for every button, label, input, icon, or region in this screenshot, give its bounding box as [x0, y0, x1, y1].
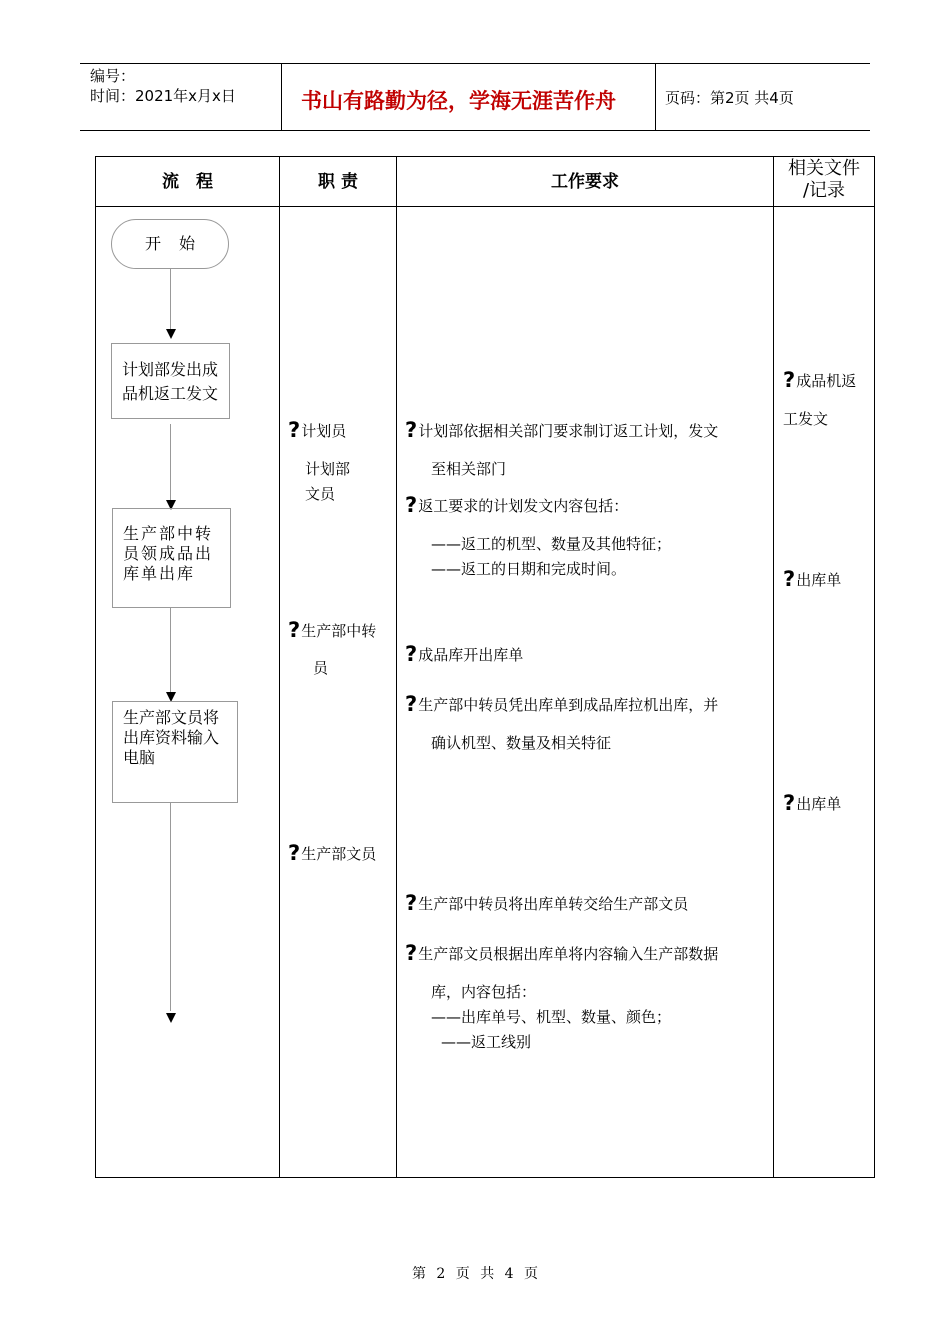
connector-3: [170, 608, 171, 692]
req-1: ?计划部依据相关部门要求制订返工计划，发文: [405, 418, 719, 442]
bullet-icon: ?: [405, 891, 418, 915]
col-header-records: 相关文件 /记录: [788, 158, 860, 201]
req-3: ?成品库开出库单: [405, 642, 524, 666]
req-4: ?生产部中转员凭出库单到成品库拉机出库，并: [405, 692, 719, 716]
arrow-4: [166, 1013, 176, 1023]
col-header-requirements: 工作要求: [551, 172, 619, 192]
role-planner-line2: 计划部: [305, 460, 351, 478]
req-4-line2: 确认机型、数量及相关特征: [431, 734, 612, 752]
col-divider-1: [279, 156, 280, 1178]
doc-time-label: 时间：2021年x月x日: [90, 87, 236, 105]
connector-4: [170, 803, 171, 1011]
req-1-line2: 至相关部门: [431, 460, 507, 478]
bullet-icon: ?: [405, 493, 418, 517]
col-header-flow: 流 程: [162, 172, 213, 192]
role-transfer-clerk-line2: 员: [313, 659, 329, 677]
bullet-icon: ?: [783, 368, 796, 392]
bullet-icon: ?: [405, 941, 418, 965]
bullet-icon: ?: [405, 642, 418, 666]
connector-2: [170, 424, 171, 500]
req-6-line2: 库，内容包括：: [431, 983, 537, 1001]
doc-number-label: 编号：: [90, 67, 136, 85]
record-outbound-slip-2: ?出库单: [783, 791, 842, 815]
header-page-label: 页码：第2页 共4页: [665, 89, 794, 107]
bullet-icon: ?: [783, 567, 796, 591]
header-top-rule: [80, 63, 870, 64]
flow-step-plan-notice: 计划部发出成品机返工发文: [111, 343, 230, 419]
bullet-icon: ?: [288, 418, 301, 442]
role-planner-line3: 文员: [305, 485, 336, 503]
col-divider-2: [396, 156, 397, 1178]
req-6-line4: ——返工线别: [441, 1033, 532, 1051]
header-divider-left: [281, 63, 282, 131]
flow-start-node: 开始: [111, 219, 229, 269]
bullet-icon: ?: [288, 841, 301, 865]
req-2-line3: ——返工的日期和完成时间。: [431, 560, 627, 578]
bullet-icon: ?: [405, 418, 418, 442]
bullet-icon: ?: [783, 791, 796, 815]
role-production-clerk: ?生产部文员: [288, 841, 377, 865]
table-header-rule: [95, 206, 875, 207]
header-motto: 书山有路勤为径，学海无涯苦作舟: [301, 89, 616, 113]
arrow-1: [166, 329, 176, 339]
role-transfer-clerk: ?生产部中转: [288, 618, 377, 642]
req-2: ?返工要求的计划发文内容包括：: [405, 493, 629, 517]
bullet-icon: ?: [405, 692, 418, 716]
flow-step-transfer-out: 生产部中转员领成品出库单出库: [112, 508, 231, 608]
record-rework-notice: ?成品机返: [783, 368, 857, 392]
col-header-duty: 职 责: [318, 172, 358, 192]
req-6: ?生产部文员根据出库单将内容输入生产部数据: [405, 941, 719, 965]
role-planner: ?计划员: [288, 418, 347, 442]
connector-1: [170, 269, 171, 329]
page-footer: 第 2 页 共 4 页: [411, 1266, 539, 1282]
req-2-line2: ——返工的机型、数量及其他特征；: [431, 535, 672, 553]
col-divider-3: [773, 156, 774, 1178]
req-6-line3: ——出库单号、机型、数量、颜色；: [431, 1008, 672, 1026]
header-bottom-rule: [80, 130, 870, 131]
record-outbound-slip-1: ?出库单: [783, 567, 842, 591]
header-divider-right: [655, 63, 656, 131]
record-rework-notice-line2: 工发文: [783, 410, 829, 428]
req-5: ?生产部中转员将出库单转交给生产部文员: [405, 891, 689, 915]
bullet-icon: ?: [288, 618, 301, 642]
flow-step-data-entry: 生产部文员将出库资料输入电脑: [112, 701, 238, 803]
